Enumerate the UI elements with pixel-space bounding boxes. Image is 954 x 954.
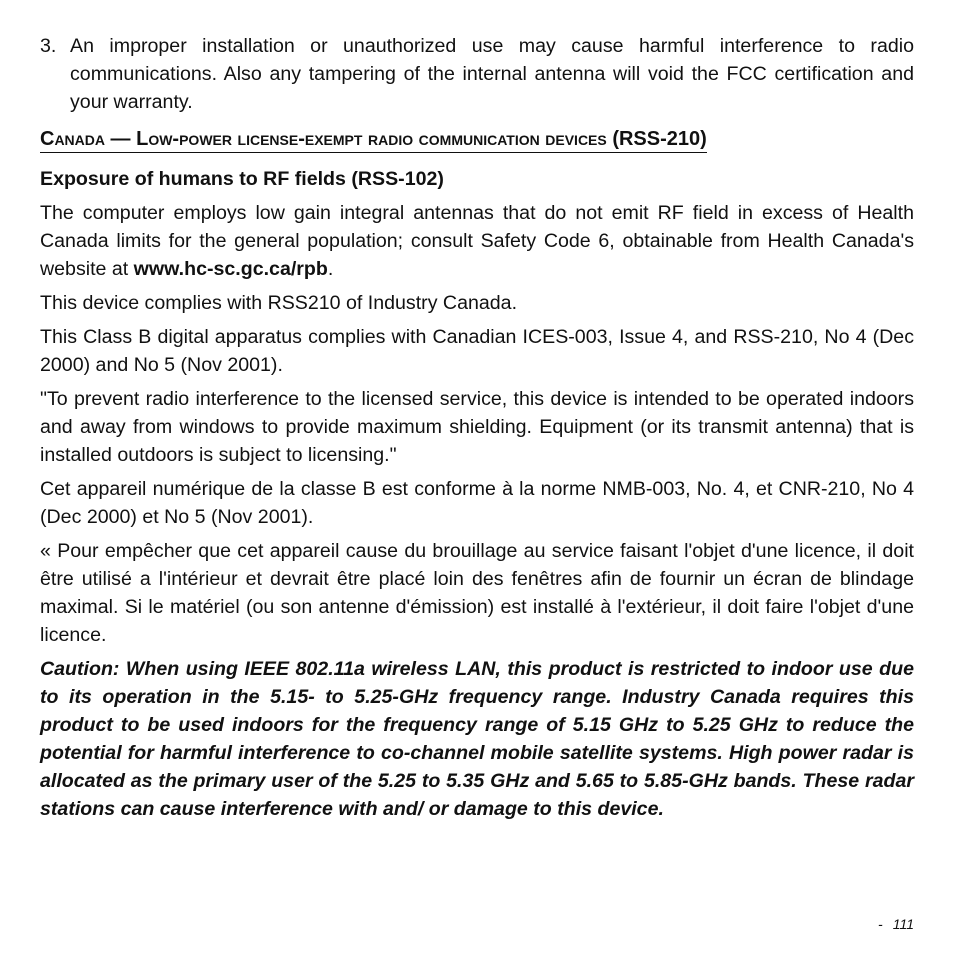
paragraph-french-quote: « Pour empêcher que cet appareil cause du brouillage au service faisant l'objet d'une licence, il doit être utilisé a l'intérieur et devrait être placé loin des fenêtres afin de fournir un écran de blindage maximal. Si le matériel (ou son antenne d'émission) est installé à l'extérieur, il doit faire l'objet d'une licence. bbox=[40, 540, 914, 646]
section-heading bbox=[40, 126, 707, 153]
section-heading-title: Canada — Low-power license-exempt radio communication devices bbox=[40, 128, 607, 150]
page-footer bbox=[878, 916, 914, 932]
paragraph-rss210: This device complies with RSS210 of Industry Canada. bbox=[40, 292, 518, 314]
page-number: 111 bbox=[892, 916, 914, 932]
caution-notice: Caution: When using IEEE 802.11a wireless LAN, this product is restricted to indoor use due to its operation in the 5.15- to 5.25-GHz frequency range. Industry Canada requires this product to be used indoors for the frequency range of 5.15 GHz to 5.25 GHz to reduce the potential for harmful interference to co-channel mobile satellite systems. High power radar is allocated as the primary user of the 5.25 to 5.35 GHz and 5.65 to 5.85-GHz bands. These radar stations can cause interference with and/ or damage to this device. bbox=[40, 658, 914, 820]
paragraph-rf-exposure-text: The computer employs low gain integral antennas that do not emit RF field in excess of Health Canada limits for the general population; consult Safety Code 6, obtainable from Health Canada's website at bbox=[40, 202, 914, 280]
list-item-number: 3. bbox=[40, 35, 57, 57]
health-canada-url: www.hc-sc.gc.ca/rpb bbox=[133, 258, 328, 280]
list-item-text: An improper installation or unauthorized use may cause harmful interference to radio communications. Also any tampering of the internal antenna will void the FCC certification and your warranty. bbox=[70, 35, 914, 113]
paragraph-rf-exposure-end: . bbox=[327, 258, 334, 280]
footer-dash: - bbox=[878, 916, 883, 932]
paragraph-french-class-b: Cet appareil numérique de la classe B est conforme à la norme NMB-003, No. 4, et CNR-210, No 4 (Dec 2000) et No 5 (Nov 2001). bbox=[40, 478, 914, 528]
paragraph-class-b: This Class B digital apparatus complies with Canadian ICES-003, Issue 4, and RSS-210, No 4 (Dec 2000) and No 5 (Nov 2001). bbox=[40, 326, 914, 376]
paragraph-interference-quote: "To prevent radio interference to the licensed service, this device is intended to be operated indoors and away from windows to provide maximum shielding. Equipment (or its transmit antenna) that is installed outdoors is subject to licensing." bbox=[40, 388, 914, 466]
section-heading-code: (RSS-210) bbox=[612, 128, 707, 150]
paragraph-rf-exposure bbox=[40, 199, 914, 283]
section-heading-wrapper bbox=[40, 126, 914, 166]
subheading: Exposure of humans to RF fields (RSS-102) bbox=[40, 168, 444, 190]
list-item-3 bbox=[40, 32, 914, 116]
document-page bbox=[40, 32, 914, 823]
